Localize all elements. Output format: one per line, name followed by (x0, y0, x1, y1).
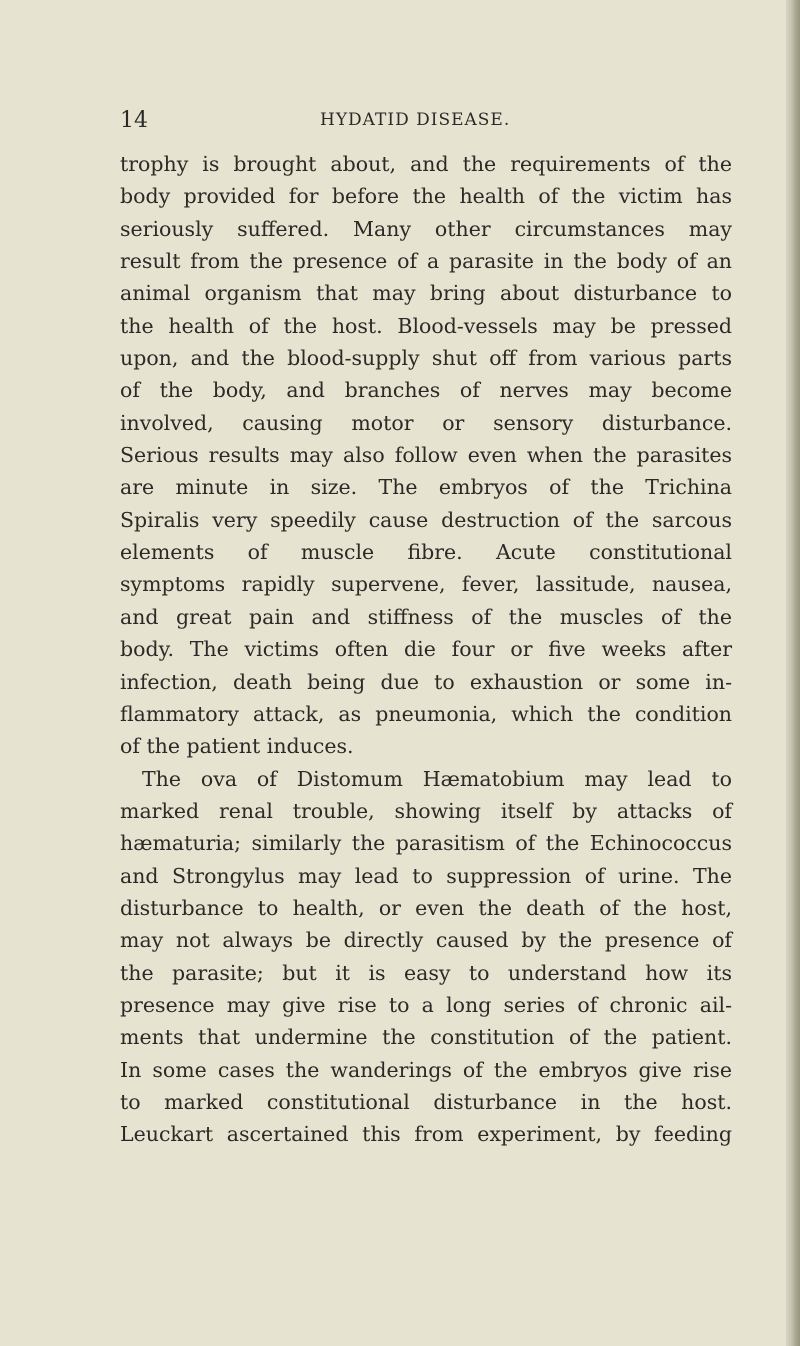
text-line: flammatory attack, as pneumonia, which the condition (120, 701, 732, 726)
text-line: and great pain and stiffness of the muscles of the (120, 604, 732, 629)
text-line: are minute in size. The embryos of the Trichina (120, 475, 732, 500)
text-line: marked renal trouble, showing itself by attacks of (120, 798, 732, 823)
running-head: HYDATID DISEASE. (320, 110, 511, 130)
text-line: result from the presence of a parasite in the body of an (120, 249, 732, 274)
text-line: elements of muscle fibre. Acute constitutional (120, 540, 732, 565)
text-line: the health of the host. Blood-vessels may be pressed (120, 313, 732, 338)
text-line: Leuckart ascertained this from experiment, by feeding (120, 1122, 732, 1147)
text-line: infection, death being due to exhaustion or some in- (120, 669, 732, 694)
page-edge-shadow (786, 0, 800, 1346)
text-line: to marked constitutional disturbance in the host. (120, 1089, 732, 1114)
text-line: the parasite; but it is easy to understand how its (120, 960, 732, 985)
text-line: body. The victims often die four or five weeks after (120, 637, 732, 662)
text-line: of the body, and branches of nerves may become (120, 378, 732, 403)
page-header (120, 108, 730, 140)
body-text (120, 148, 732, 1151)
text-line: and Strongylus may lead to suppression of urine. The (120, 863, 732, 888)
paragraph-start-line: The ova of Distomum Hæmatobium may lead to (142, 766, 732, 791)
text-line: may not always be directly caused by the presence of (120, 928, 732, 953)
text-line: presence may give rise to a long series of chronic ail- (120, 992, 732, 1017)
page-number: 14 (120, 108, 148, 133)
paragraph-end-line: of the patient induces. (120, 734, 354, 759)
text-line: disturbance to health, or even the death of the host, (120, 895, 732, 920)
text-line: In some cases the wanderings of the embryos give rise (120, 1057, 732, 1082)
text-line: trophy is brought about, and the requirements of the (120, 152, 732, 176)
text-line: symptoms rapidly supervene, fever, lassitude, nausea, (120, 572, 732, 597)
text-line: body provided for before the health of the victim has (120, 184, 732, 209)
text-line: Serious results may also follow even when the parasites (120, 443, 732, 468)
text-line: involved, causing motor or sensory disturbance. (120, 410, 732, 435)
text-line: ments that undermine the constitution of the patient. (120, 1025, 732, 1050)
text-line: Spiralis very speedily cause destruction of the sarcous (120, 507, 732, 532)
text-line: seriously suffered. Many other circumstances may (120, 216, 732, 241)
text-line: upon, and the blood-supply shut off from various parts (120, 346, 732, 371)
text-line: animal organism that may bring about disturbance to (120, 281, 732, 306)
text-line: hæmaturia; similarly the parasitism of the Echinococcus (120, 831, 732, 856)
